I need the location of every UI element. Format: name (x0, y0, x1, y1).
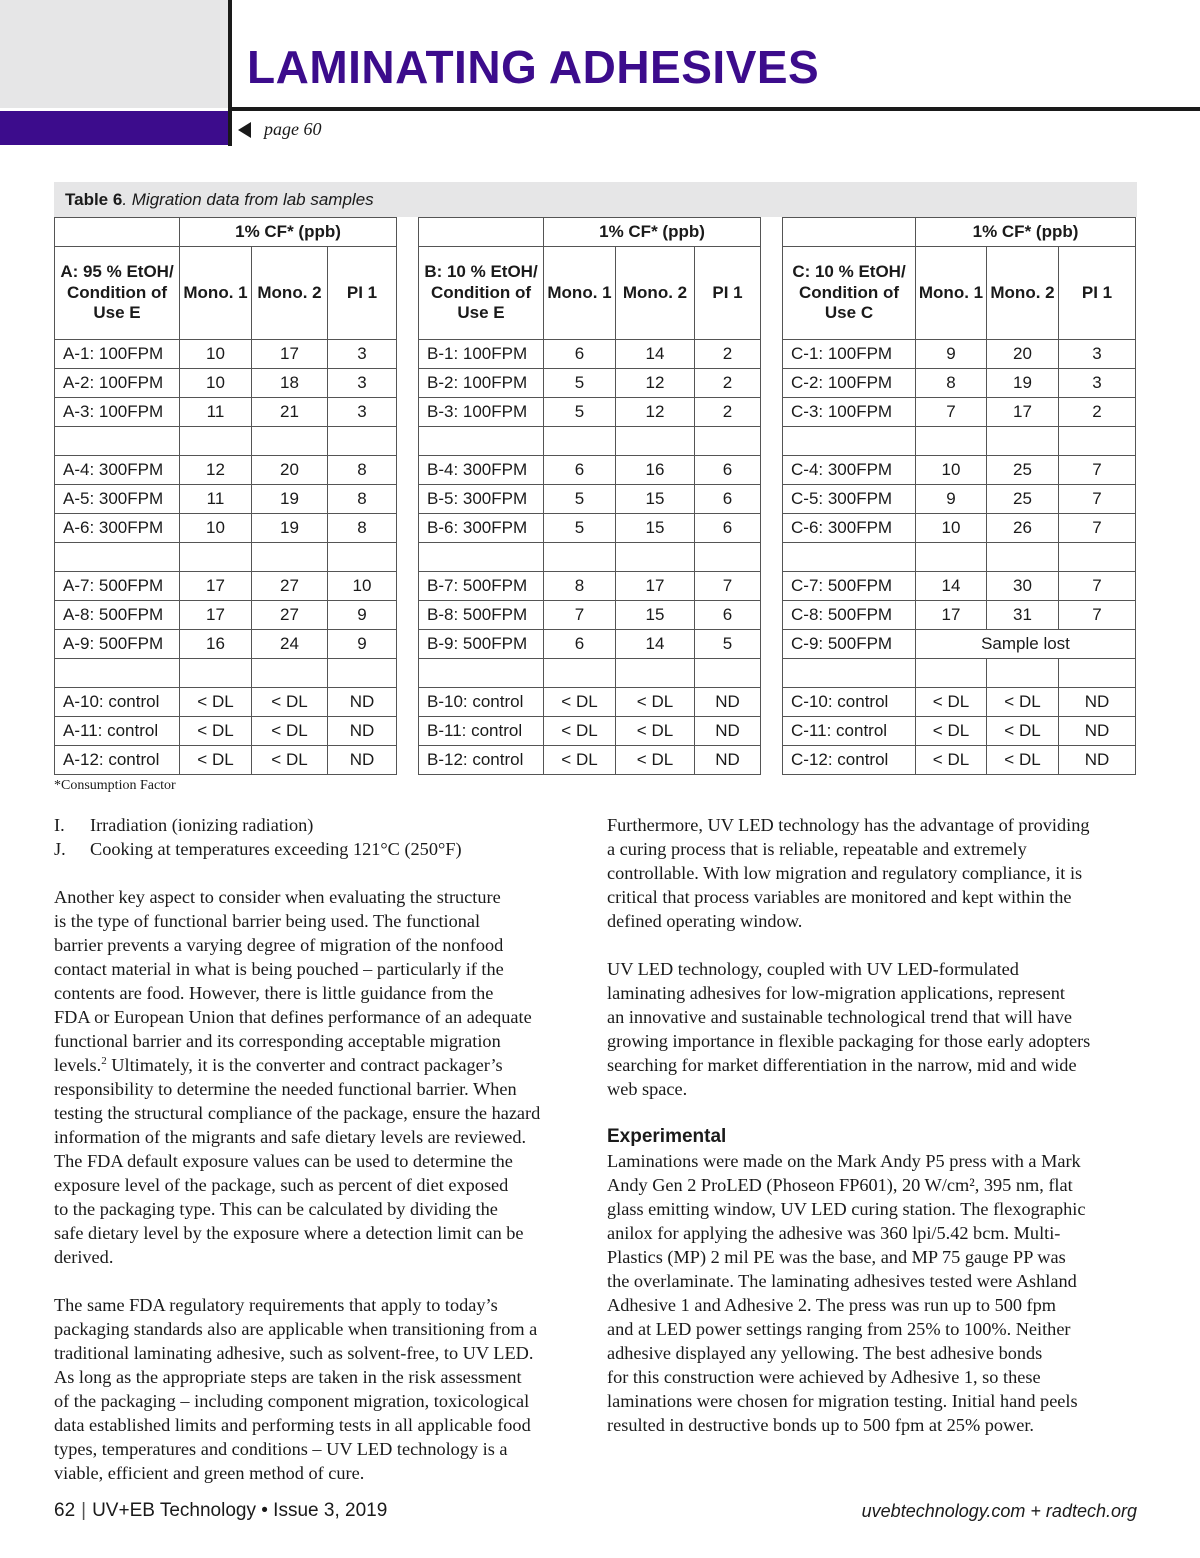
value-cell: 7 (1059, 601, 1136, 630)
header-purple-bar (0, 111, 228, 145)
merged-value-cell: Sample lost (916, 630, 1136, 659)
value-cell: 8 (328, 456, 397, 485)
value-cell: 9 (328, 601, 397, 630)
empty-cell (544, 659, 616, 688)
table-caption-text: . Migration data from lab samples (122, 190, 374, 209)
sample-label-cell: C-1: 100FPM (783, 340, 916, 369)
empty-cell (783, 543, 916, 572)
table-row (55, 514, 1136, 543)
table-footnote: *Consumption Factor (54, 778, 176, 793)
value-cell: 17 (180, 572, 252, 601)
value-cell: 18 (252, 369, 328, 398)
list-item-j (54, 837, 590, 861)
sample-label-cell: A-8: 500FPM (55, 601, 180, 630)
empty-cell (328, 427, 397, 456)
value-cell: < DL (987, 688, 1059, 717)
empty-cell (55, 427, 180, 456)
empty-cell (616, 427, 695, 456)
page-title: LAMINATING ADHESIVES (247, 41, 820, 93)
sample-label-cell: A-2: 100FPM (55, 369, 180, 398)
header-gray-block (0, 0, 228, 108)
empty-cell (180, 659, 252, 688)
value-cell: 10 (916, 514, 987, 543)
empty-cell (916, 427, 987, 456)
value-cell: 26 (987, 514, 1059, 543)
value-cell: 7 (1059, 456, 1136, 485)
value-cell: 6 (695, 514, 761, 543)
value-cell: 19 (987, 369, 1059, 398)
value-cell: 7 (544, 601, 616, 630)
pi1-header-cell: PI 1 (1059, 247, 1136, 340)
sample-label-cell: A-5: 300FPM (55, 485, 180, 514)
empty-cell (328, 543, 397, 572)
paragraph-experimental: Laminations were made on the Mark Andy P5 press with a Mark Andy Gen 2 ProLED (Phoseon FP601), 20 W/cm², 395 nm, flat glass emitting window, UV LED curing station. The flexographic anilox for applying the adhesive was 360 lpi/5.42 bcm. Multi- Plastics (MP) 2 mil PE was the base, and MP 75 gauge PP was the overlaminate. The laminating adhesives tested were Ashland Adhesive 1 and Adhesive 2. The press was run up to 500 fpm and at LED power settings ranging from 25% to 100%. Neither adhesive displayed any yellowing. The best adhesive bonds for this construction were achieved by Adhesive 1, so these laminations were chosen for migration testing. Initial hand peels resulted in destructive bonds up to 500 fpm at 25% power. (607, 1151, 1086, 1435)
pi1-header-cell: PI 1 (695, 247, 761, 340)
list-item-i (54, 813, 590, 837)
value-cell: 2 (695, 369, 761, 398)
value-cell: 7 (695, 572, 761, 601)
mono1-header-cell: Mono. 1 (916, 247, 987, 340)
sample-label-cell: A-1: 100FPM (55, 340, 180, 369)
value-cell: 10 (916, 456, 987, 485)
value-cell: 14 (616, 630, 695, 659)
value-cell: 14 (916, 572, 987, 601)
list-text: Irradiation (ionizing radiation) (90, 815, 314, 835)
paragraph-text: Another key aspect to consider when evaluating the structure is the type of functional barrier being used. The functional barrier prevents a varying degree of migration of the nonfood contact material in what is being pouched – particularly if the contents are food. However, there is little guidance from the FDA or European Union that defines performance of an adequate functional barrier and its corresponding acceptable migration levels. (54, 887, 532, 1075)
empty-cell (695, 427, 761, 456)
group-header-cell: 1% CF* (ppb) (916, 218, 1136, 247)
value-cell: ND (328, 746, 397, 775)
value-cell: 17 (180, 601, 252, 630)
empty-cell (695, 543, 761, 572)
table-row (55, 717, 1136, 746)
value-cell: 10 (180, 340, 252, 369)
paragraph-text: Ultimately, it is the converter and contract packager’s responsibility to determine the needed functional barrier. When testing the structural compliance of the package, ensure the hazard information of the migrants and safe dietary levels are reviewed. The FDA default exposure values can be used to determine the exposure level of the package, such as percent of diet exposed to the packaging type. This can be calculated by dividing the safe dietary level by the exposure where a detection limit can be derived. (54, 1055, 541, 1267)
empty-cell (252, 659, 328, 688)
empty-cell (1059, 659, 1136, 688)
empty-cell (544, 543, 616, 572)
page-number: 62 (54, 1500, 76, 1521)
value-cell: ND (328, 717, 397, 746)
empty-cell (180, 427, 252, 456)
right-text-column (607, 813, 1142, 1461)
group-gap (397, 218, 419, 775)
value-cell: 5 (544, 369, 616, 398)
value-cell: 31 (987, 601, 1059, 630)
value-cell: 30 (987, 572, 1059, 601)
condition-header-cell: C: 10 % EtOH/ Condition of Use C (783, 247, 916, 340)
value-cell: 15 (616, 485, 695, 514)
value-cell: 24 (252, 630, 328, 659)
sample-label-cell: B-3: 100FPM (419, 398, 544, 427)
empty-cell (616, 659, 695, 688)
value-cell: < DL (987, 717, 1059, 746)
value-cell: ND (1059, 746, 1136, 775)
header-vertical-rule (228, 0, 232, 146)
left-text-column (54, 813, 590, 1509)
value-cell: 7 (916, 398, 987, 427)
footer-publication (54, 1500, 387, 1522)
sample-label-cell: A-4: 300FPM (55, 456, 180, 485)
value-cell: 25 (987, 485, 1059, 514)
table-row (55, 601, 1136, 630)
sample-label-cell: C-4: 300FPM (783, 456, 916, 485)
value-cell: 6 (544, 630, 616, 659)
condition-header-cell: A: 95 % EtOH/ Condition of Use E (55, 247, 180, 340)
value-cell: 11 (180, 485, 252, 514)
value-cell: 8 (916, 369, 987, 398)
empty-cell (987, 659, 1059, 688)
value-cell: < DL (544, 717, 616, 746)
value-cell: 25 (987, 456, 1059, 485)
value-cell: 3 (328, 398, 397, 427)
table-row (55, 630, 1136, 659)
sample-label-cell: B-6: 300FPM (419, 514, 544, 543)
value-cell: 14 (616, 340, 695, 369)
empty-cell (1059, 543, 1136, 572)
value-cell: < DL (916, 746, 987, 775)
sample-label-cell: B-10: control (419, 688, 544, 717)
table-header-row (55, 218, 1136, 247)
value-cell: < DL (180, 717, 252, 746)
empty-header-cell (783, 218, 916, 247)
value-cell: 6 (695, 601, 761, 630)
table-row (55, 746, 1136, 775)
sample-label-cell: C-8: 500FPM (783, 601, 916, 630)
table-row (55, 688, 1136, 717)
table-column-header-row (55, 247, 1136, 340)
group-gap (761, 218, 783, 775)
mono1-header-cell: Mono. 1 (180, 247, 252, 340)
value-cell: 7 (1059, 514, 1136, 543)
value-cell: 10 (180, 514, 252, 543)
table-row (55, 369, 1136, 398)
sample-label-cell: A-10: control (55, 688, 180, 717)
value-cell: < DL (544, 688, 616, 717)
empty-header-cell (55, 218, 180, 247)
sample-label-cell: C-9: 500FPM (783, 630, 916, 659)
value-cell: < DL (616, 746, 695, 775)
sample-label-cell: A-3: 100FPM (55, 398, 180, 427)
value-cell: 6 (695, 456, 761, 485)
value-cell: 7 (1059, 485, 1136, 514)
footer-websites[interactable]: uvebtechnology.com + radtech.org (861, 1501, 1137, 1521)
value-cell: < DL (987, 746, 1059, 775)
migration-data-table (54, 217, 1136, 775)
sample-label-cell: B-8: 500FPM (419, 601, 544, 630)
sample-label-cell: C-10: control (783, 688, 916, 717)
sample-label-cell: B-11: control (419, 717, 544, 746)
empty-cell (916, 543, 987, 572)
sample-label-cell: A-7: 500FPM (55, 572, 180, 601)
value-cell: < DL (616, 717, 695, 746)
value-cell: ND (695, 688, 761, 717)
value-cell: 5 (544, 485, 616, 514)
sample-label-cell: C-2: 100FPM (783, 369, 916, 398)
table-spacer-row (55, 659, 1136, 688)
value-cell: 16 (180, 630, 252, 659)
sample-label-cell: A-9: 500FPM (55, 630, 180, 659)
empty-cell (419, 427, 544, 456)
empty-cell (987, 543, 1059, 572)
value-cell: < DL (252, 688, 328, 717)
sample-label-cell: A-12: control (55, 746, 180, 775)
value-cell: 17 (252, 340, 328, 369)
empty-cell (180, 543, 252, 572)
value-cell: 6 (695, 485, 761, 514)
header-horizontal-rule (228, 107, 1200, 111)
table-row (55, 485, 1136, 514)
value-cell: 12 (616, 398, 695, 427)
value-cell: 2 (695, 340, 761, 369)
mono2-header-cell: Mono. 2 (616, 247, 695, 340)
table-row (55, 456, 1136, 485)
group-header-cell: 1% CF* (ppb) (544, 218, 761, 247)
value-cell: < DL (180, 688, 252, 717)
sample-label-cell: B-12: control (419, 746, 544, 775)
back-arrow-icon[interactable] (238, 122, 251, 138)
value-cell: ND (1059, 717, 1136, 746)
page-reference-link[interactable]: page 60 (264, 119, 322, 139)
sample-label-cell: B-4: 300FPM (419, 456, 544, 485)
list-marker: I. (54, 815, 65, 835)
table-spacer-row (55, 427, 1136, 456)
value-cell: 8 (328, 485, 397, 514)
table-row (55, 398, 1136, 427)
value-cell: < DL (616, 688, 695, 717)
value-cell: 27 (252, 601, 328, 630)
value-cell: 19 (252, 485, 328, 514)
value-cell: 17 (616, 572, 695, 601)
empty-cell (252, 427, 328, 456)
value-cell: 3 (1059, 340, 1136, 369)
sample-label-cell: B-2: 100FPM (419, 369, 544, 398)
value-cell: 2 (1059, 398, 1136, 427)
value-cell: < DL (252, 717, 328, 746)
paragraph-uv-led-advantage: Furthermore, UV LED technology has the advantage of providing a curing process that is reliable, repeatable and extremely controllable. With low migration and regulatory compliance, it is critical that process variables are monitored and kept within the defined operating window. (607, 815, 1090, 931)
sample-label-cell: C-6: 300FPM (783, 514, 916, 543)
sample-label-cell: C-11: control (783, 717, 916, 746)
section-heading-experimental: Experimental (607, 1126, 727, 1147)
value-cell: 15 (616, 601, 695, 630)
empty-cell (987, 427, 1059, 456)
value-cell: 3 (1059, 369, 1136, 398)
empty-cell (616, 543, 695, 572)
empty-cell (419, 543, 544, 572)
value-cell: 12 (616, 369, 695, 398)
value-cell: ND (328, 688, 397, 717)
table-row (55, 572, 1136, 601)
value-cell: 11 (180, 398, 252, 427)
value-cell: 2 (695, 398, 761, 427)
empty-cell (783, 427, 916, 456)
table-row (55, 340, 1136, 369)
sample-label-cell: B-5: 300FPM (419, 485, 544, 514)
empty-cell (419, 659, 544, 688)
sample-label-cell: C-5: 300FPM (783, 485, 916, 514)
sample-label-cell: A-11: control (55, 717, 180, 746)
empty-header-cell (419, 218, 544, 247)
value-cell: 9 (916, 340, 987, 369)
sample-label-cell: C-12: control (783, 746, 916, 775)
value-cell: ND (695, 717, 761, 746)
table-caption-label: Table 6 (65, 190, 123, 209)
value-cell: < DL (252, 746, 328, 775)
value-cell: 3 (328, 340, 397, 369)
empty-cell (695, 659, 761, 688)
mono2-header-cell: Mono. 2 (987, 247, 1059, 340)
empty-cell (252, 543, 328, 572)
value-cell: < DL (544, 746, 616, 775)
value-cell: < DL (916, 717, 987, 746)
list-text: Cooking at temperatures exceeding 121°C (250°F) (90, 839, 462, 859)
value-cell: 5 (544, 398, 616, 427)
value-cell: 8 (328, 514, 397, 543)
table-spacer-row (55, 543, 1136, 572)
condition-header-cell: B: 10 % EtOH/ Condition of Use E (419, 247, 544, 340)
sample-label-cell: B-9: 500FPM (419, 630, 544, 659)
value-cell: 9 (916, 485, 987, 514)
empty-cell (916, 659, 987, 688)
footer-separator: | (81, 1500, 87, 1521)
value-cell: 10 (328, 572, 397, 601)
mono2-header-cell: Mono. 2 (252, 247, 328, 340)
value-cell: < DL (916, 688, 987, 717)
value-cell: 12 (180, 456, 252, 485)
empty-cell (55, 543, 180, 572)
value-cell: 5 (695, 630, 761, 659)
value-cell: 19 (252, 514, 328, 543)
empty-cell (1059, 427, 1136, 456)
value-cell: 3 (328, 369, 397, 398)
value-cell: 9 (328, 630, 397, 659)
value-cell: 21 (252, 398, 328, 427)
value-cell: 17 (916, 601, 987, 630)
mono1-header-cell: Mono. 1 (544, 247, 616, 340)
sample-label-cell: B-1: 100FPM (419, 340, 544, 369)
sample-label-cell: A-6: 300FPM (55, 514, 180, 543)
group-header-cell: 1% CF* (ppb) (180, 218, 397, 247)
list-marker: J. (54, 839, 66, 859)
sample-label-cell: B-7: 500FPM (419, 572, 544, 601)
paragraph-fda-requirements: The same FDA regulatory requirements that apply to today’s packaging standards also are applicable when transitioning from a traditional laminating adhesive, such as solvent-free, to UV LED. As long as the appropriate steps are taken in the risk assessment of the packaging – including component migration, toxicological data established limits and performing tests in all applicable food types, temperatures and conditions – UV LED technology is a viable, efficient and green method of cure. (54, 1295, 538, 1483)
empty-cell (55, 659, 180, 688)
empty-cell (783, 659, 916, 688)
value-cell: 6 (544, 340, 616, 369)
value-cell: 27 (252, 572, 328, 601)
value-cell: 17 (987, 398, 1059, 427)
value-cell: ND (695, 746, 761, 775)
value-cell: ND (1059, 688, 1136, 717)
sample-label-cell: C-3: 100FPM (783, 398, 916, 427)
empty-cell (328, 659, 397, 688)
value-cell: < DL (180, 746, 252, 775)
table-caption (54, 182, 1137, 217)
value-cell: 10 (180, 369, 252, 398)
paragraph-functional-barrier (54, 885, 590, 1269)
value-cell: 6 (544, 456, 616, 485)
value-cell: 20 (252, 456, 328, 485)
value-cell: 7 (1059, 572, 1136, 601)
value-cell: 5 (544, 514, 616, 543)
publication-name: UV+EB Technology • Issue 3, 2019 (92, 1500, 388, 1521)
empty-cell (544, 427, 616, 456)
sample-label-cell: C-7: 500FPM (783, 572, 916, 601)
pi1-header-cell: PI 1 (328, 247, 397, 340)
reference-superscript: 2 (101, 1054, 107, 1067)
value-cell: 16 (616, 456, 695, 485)
value-cell: 15 (616, 514, 695, 543)
value-cell: 20 (987, 340, 1059, 369)
value-cell: 8 (544, 572, 616, 601)
paragraph-uv-led-trend: UV LED technology, coupled with UV LED-formulated laminating adhesives for low-migration applications, represent an innovative and sustainable technological trend that will have growing importance in flexible packaging for those early adopters searching for market differentiation in the narrow, mid and wide web space. (607, 959, 1091, 1099)
